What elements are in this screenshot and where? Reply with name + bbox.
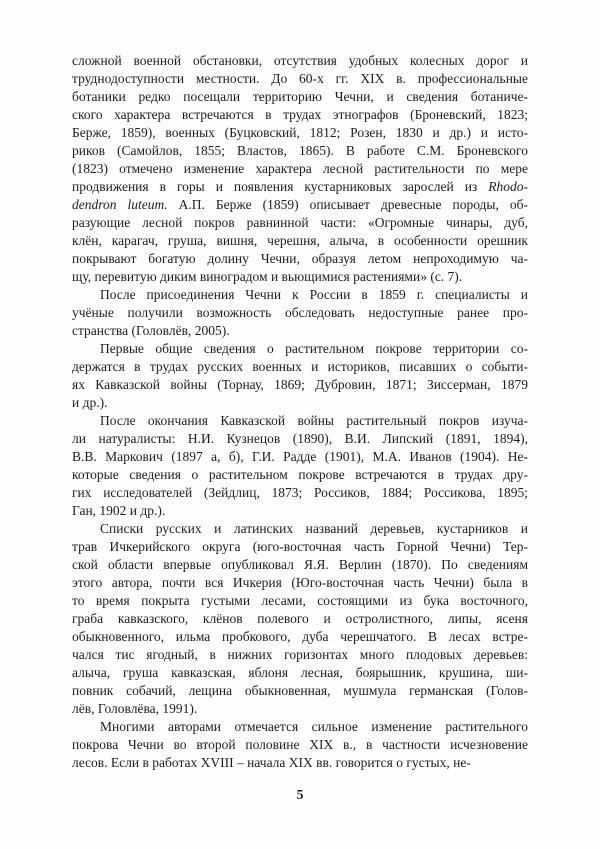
text-line: и др.). xyxy=(72,395,108,410)
text-line: повник собачий, лещина обыкновенная, мушмула германская (Голов- xyxy=(72,683,528,698)
text-line: покрова Чечни во второй половине XIX в., в частности исчезновение xyxy=(72,737,528,752)
text-line: Ган, 1902 и др.). xyxy=(72,503,166,518)
page-number: 5 xyxy=(296,787,304,802)
text-line: труднодоступности местности. До 60-х гг. XIX в. профессиональные xyxy=(72,71,528,86)
text-line: (1823) отмечено изменение характера лесной растительности по мере xyxy=(72,161,528,176)
text-line: которые сведения о растительном покрове встречаются в трудах дру- xyxy=(72,467,528,482)
text-line: риков (Самойлов, 1855; Властов, 1865). В работе С.М. Броневского xyxy=(72,143,528,158)
paragraph xyxy=(72,520,528,718)
text-line: ской области впервые опубликовал Я.Я. Верлин (1870). По сведениям xyxy=(72,557,528,572)
text-line: граба кавказского, клёнов полевого и остролистного, липы, ясеня xyxy=(72,611,528,626)
text-line: dendron luteum. А.П. Берже (1859) описывает древесные породы, об- xyxy=(72,197,528,212)
text-line: После окончания Кавказской войны растительный покров изуча- xyxy=(100,413,528,428)
text-line: клён, карагач, груша, вишня, черешня, алыча, в особенности орешник xyxy=(72,233,528,248)
text-line: сложной военной обстановки, отсутствия удобных колесных дорог и xyxy=(72,53,528,68)
text-line: В.В. Маркович (1897 а, б), Г.И. Радде (1901), М.А. Иванов (1904). Не- xyxy=(72,449,528,464)
text-line: Многими авторами отмечается сильное изменение растительного xyxy=(100,719,528,734)
text-line: алыча, груша кавказская, яблоня лесная, боярышник, крушина, ши- xyxy=(72,665,528,680)
text-line: странства (Головлёв, 2005). xyxy=(72,323,230,338)
paragraph xyxy=(72,412,528,520)
text-line: щу, перевитую диким виноградом и вьющимися растениями» (с. 7). xyxy=(72,269,463,284)
paragraph xyxy=(72,52,528,286)
text-line: держатся в трудах русских военных и историков, писавших о событи- xyxy=(72,359,528,374)
text-line: ботаники редко посещали территорию Чечни, и сведения ботаниче- xyxy=(72,89,528,104)
text-line: продвижения в горы и появления кустарниковых зарослей из Rhodo- xyxy=(72,179,528,194)
paragraph xyxy=(72,340,528,412)
text-line: гих исследователей (Зейдлиц, 1873; Россиков, 1884; Россикова, 1895; xyxy=(72,485,528,500)
text-line: ли натуралисты: Н.И. Кузнецов (1890), В.И. Липский (1891, 1894), xyxy=(72,431,528,446)
latin-species-name: dendron luteum. xyxy=(72,197,168,212)
text-line: ского характера встречаются в трудах этнографов (Броневский, 1823; xyxy=(72,107,528,122)
latin-species-name: Rhodo- xyxy=(488,179,528,194)
text-line: ях Кавказской войны (Торнау, 1869; Дубровин, 1871; Зиссерман, 1879 xyxy=(72,377,528,392)
text-line: этого автора, почти вся Ичкерия (Юго-восточная часть Чечни) была в xyxy=(72,575,528,590)
text-line: трав Ичкерийского округа (юго-восточная часть Горной Чечни) Тер- xyxy=(72,539,528,554)
text-line: учёные получили возможность обследовать недоступные ранее про- xyxy=(72,305,528,320)
page-text xyxy=(72,52,528,772)
text-line: Первые общие сведения о растительном покрове территории со- xyxy=(100,341,528,356)
text-line: чался тис ягодный, в нижних горизонтах много плодовых деревьев: xyxy=(72,647,528,662)
text-line: обыкновенного, ильма пробкового, дуба черешчатого. В лесах встре- xyxy=(72,629,528,644)
text-line: то время покрыта густыми лесами, состоящими из бука восточного, xyxy=(72,593,528,608)
text-line: разующие лесной покров равнинной части: «Огромные чинары, дуб, xyxy=(72,215,528,230)
paragraph xyxy=(72,286,528,340)
text-line: лёв, Головлёва, 1991). xyxy=(72,701,198,716)
text-line: лесов. Если в работах XVIII – начала XIX вв. говорится о густых, не- xyxy=(72,755,471,770)
text-line: После присоединения Чечни к России в 1859 г. специалисты и xyxy=(100,287,528,302)
text-line: Списки русских и латинских названий деревьев, кустарников и xyxy=(100,521,528,536)
text-line: Берже, 1859), военных (Буцковский, 1812; Розен, 1830 и др.) и исто- xyxy=(72,125,528,140)
paragraph xyxy=(72,718,528,772)
text-line: покрывают богатую долину Чечни, образуя летом непроходимую ча- xyxy=(72,251,528,266)
